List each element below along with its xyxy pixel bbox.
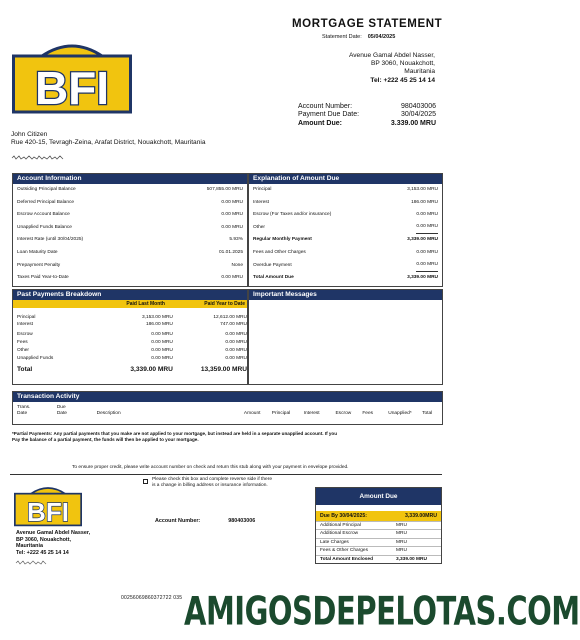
amount-due-row	[316, 538, 441, 546]
statement-title: MORTGAGE STATEMENT	[292, 18, 443, 30]
account-information-panel	[12, 173, 248, 287]
past-payment-label: Interest	[17, 321, 33, 327]
account-info-label: Outsiding Principal Balance	[17, 187, 76, 192]
explanation-row	[249, 209, 442, 222]
explanation-value: 3,153.00 MRU	[407, 187, 438, 192]
stub-account-number: Account Number: 980403006	[155, 518, 256, 524]
explanation-label: Fees and Other Charges	[253, 249, 306, 255]
past-payments-total: Total 3,339.00 MRU 13,359.00 MRU	[17, 366, 247, 373]
account-summary: Account Number: 980403006 Payment Due Date: 30/04/2025 Amount Due: 3.339.00 MRU	[298, 103, 436, 127]
past-payment-ytd: 0.00 MRU	[225, 340, 247, 345]
important-messages-panel	[248, 289, 443, 385]
past-payment-last-month: 3,153.00 MRU	[141, 315, 173, 320]
past-payment-row	[13, 347, 247, 355]
transaction-columns: Trans. Date Due Date Description Amount Principal Interest Escrow Fees Unapplied* Total	[17, 405, 433, 416]
amount-due-row-label: Additional Principal	[320, 523, 361, 528]
amount-due-row	[316, 521, 441, 529]
stub-address: Avenue Gamal Abdel Nasser, BP 3060, Nouakchott, Mauritania Tel: +222 45 25 14 14	[16, 530, 91, 556]
explanation-row	[249, 260, 442, 273]
account-info-label: Prepayment Penalty	[17, 262, 61, 268]
past-payment-last-month: 0.00 MRU	[151, 332, 173, 337]
past-payment-label: Principal	[17, 315, 36, 320]
explanation-row	[249, 197, 442, 210]
logo-text: BFI	[34, 62, 110, 114]
account-info-value: None	[231, 262, 243, 268]
amount-due-row-label: Late Charges	[320, 539, 349, 545]
account-info-label: Deferred Principal Balance	[17, 199, 75, 205]
address-change-text: Please check this box and complete reverse side if there is a change in billing address or insurance information.	[152, 477, 272, 488]
account-info-row	[13, 209, 247, 222]
amount-due-row-label: Fees & Other Charges	[320, 548, 368, 554]
account-info-row	[13, 272, 247, 285]
explanation-value: 0.00 MRU	[416, 249, 438, 255]
past-payment-ytd: 0.00 MRU	[225, 332, 247, 337]
past-payment-row	[13, 355, 247, 363]
transaction-activity-panel	[12, 391, 443, 425]
explanation-panel	[248, 173, 443, 287]
past-payment-ytd: 747.00 MRU	[220, 321, 247, 327]
account-info-label: Loan Maturity Date	[17, 249, 58, 255]
account-info-value: 0.00 MRU	[221, 224, 243, 230]
explanation-row	[249, 272, 442, 285]
amount-due: 3.339.00 MRU	[390, 119, 436, 127]
amount-due-row-value: MRU	[396, 548, 407, 554]
account-info-row	[13, 222, 247, 235]
explanation-label: Other	[253, 224, 265, 230]
redacted-scribble	[12, 154, 74, 161]
customer-block	[11, 131, 206, 147]
account-info-label: Escrow Account Balance	[17, 212, 70, 218]
past-payment-label: Unapplied Funds	[17, 356, 54, 361]
amount-due-row-value: MRU	[396, 523, 407, 528]
past-payment-ytd: 12,612.00 MRU	[213, 315, 247, 320]
account-info-value: 0.00 MRU	[221, 199, 243, 205]
account-info-value: 5.93%	[229, 237, 243, 243]
explanation-value: 0.00 MRU	[416, 222, 438, 235]
account-info-value: 507,855.00 MRU	[206, 187, 243, 192]
amount-due-row-label: Additional Escrow	[320, 531, 359, 537]
past-payment-label: Fees	[17, 340, 28, 345]
account-info-row	[13, 197, 247, 210]
explanation-value: 0.00 MRU	[416, 260, 438, 273]
payment-due-date: 30/04/2025	[400, 111, 436, 119]
statement-date: Statement Date: 05/04/2025	[322, 34, 396, 40]
customer-address: Rue 420-15, Tevragh-Zeina, Arafat District, Nouakchott, Mauritania	[11, 139, 206, 147]
explanation-label: Interest	[253, 199, 269, 205]
account-number: 980403006	[400, 103, 436, 110]
explanation-label: Total Amount Due	[253, 275, 294, 281]
explanation-label: Regular Monthly Payment	[253, 237, 312, 243]
amount-due-row-value: 3,339.00 MRU	[396, 556, 427, 562]
past-payment-ytd: 0.00 MRU	[225, 348, 247, 353]
account-info-label: Taxes Paid Year-to-Date	[17, 275, 69, 281]
account-info-label: Interest Rate (until 30/04/2025)	[17, 237, 84, 243]
past-payment-last-month: 0.00 MRU	[151, 348, 173, 353]
past-payment-row	[13, 331, 247, 339]
watermark: AMIGOSDEPELOTAS.COM	[184, 588, 580, 634]
amount-due-row	[316, 529, 441, 537]
explanation-title: Explanation of Amount Due	[249, 174, 442, 184]
explanation-value: 0.00 MRU	[416, 212, 438, 218]
explanation-label: Escrow (For Taxes and/or insurance)	[253, 212, 332, 218]
address-change-checkbox[interactable]	[143, 479, 148, 484]
tear-line	[10, 474, 442, 475]
amount-due-row-label: Total Amount Enclosed	[320, 556, 374, 562]
bfi-logo	[12, 38, 132, 114]
past-payment-row	[13, 339, 247, 347]
past-payments-column-header: Paid Last Month Paid Year to Date	[13, 300, 247, 308]
past-payment-last-month: 0.00 MRU	[151, 356, 173, 361]
explanation-value: 3,339.00 MRU	[407, 275, 438, 281]
past-payment-last-month: 186.00 MRU	[145, 321, 173, 327]
amount-due-row	[316, 555, 441, 563]
past-payment-label: Escrow	[17, 332, 33, 337]
explanation-label: Principal	[253, 187, 272, 192]
past-payment-row	[13, 322, 247, 329]
amount-due-box-title: Amount Due	[316, 488, 441, 505]
past-payments-title: Past Payments Breakdown	[13, 290, 247, 300]
amount-due-row-value: MRU	[396, 531, 407, 537]
past-payments-panel	[12, 289, 248, 385]
amount-due-row-value: MRU	[396, 539, 407, 545]
account-info-row	[13, 234, 247, 247]
explanation-label: Overdue Payment	[253, 262, 292, 268]
explanation-row	[249, 184, 442, 197]
redacted-scribble-stub	[16, 560, 50, 565]
important-messages-title: Important Messages	[249, 290, 442, 300]
customer-name: John Citizen	[11, 131, 48, 138]
account-info-value: 01.01.2025	[218, 249, 243, 255]
logo-text-small: BFI	[27, 496, 69, 527]
account-info-row	[13, 184, 247, 197]
amount-due-row	[316, 546, 441, 554]
amount-due-box	[315, 487, 442, 564]
account-info-value: 0.00 MRU	[221, 212, 243, 218]
explanation-row	[249, 234, 442, 247]
account-info-value: 0.00 MRU	[221, 275, 243, 281]
account-info-row	[13, 247, 247, 260]
stub-instructions: To ensure proper credit, please write account number on check and return this stub along with your payment in envelope provided.	[72, 465, 349, 470]
micr-line: 00256069860372722 035	[121, 595, 183, 601]
explanation-value: 3,339.00 MRU	[407, 237, 438, 243]
lender-address: Avenue Gamal Abdel Nasser, BP 3060, Nouakchott, Mauritania Tel: +222 45 25 14 14	[348, 52, 435, 84]
explanation-row	[249, 247, 442, 260]
due-by-row: Due By 30/04/2025: 3,339.00MRU	[316, 511, 441, 521]
past-payment-last-month: 0.00 MRU	[151, 340, 173, 345]
account-info-row	[13, 260, 247, 273]
partial-payments-note: *Partial Payments: Any partial payments that you make are not applied to your mortgage, but instead are held in a separate unapplied account. If you Pay the balance of a partial payment, the funds will then be applied to your mortgage.	[12, 431, 338, 442]
account-information-title: Account Information	[13, 174, 247, 184]
past-payment-label: Other	[17, 348, 29, 353]
bfi-logo-small	[14, 483, 82, 527]
account-info-label: Unapplied Funds Balance	[17, 224, 72, 230]
past-payment-ytd: 0.00 MRU	[225, 356, 247, 361]
explanation-row	[249, 222, 442, 235]
explanation-value: 186.00 MRU	[411, 199, 438, 205]
transaction-activity-title: Transaction Activity	[13, 392, 442, 402]
